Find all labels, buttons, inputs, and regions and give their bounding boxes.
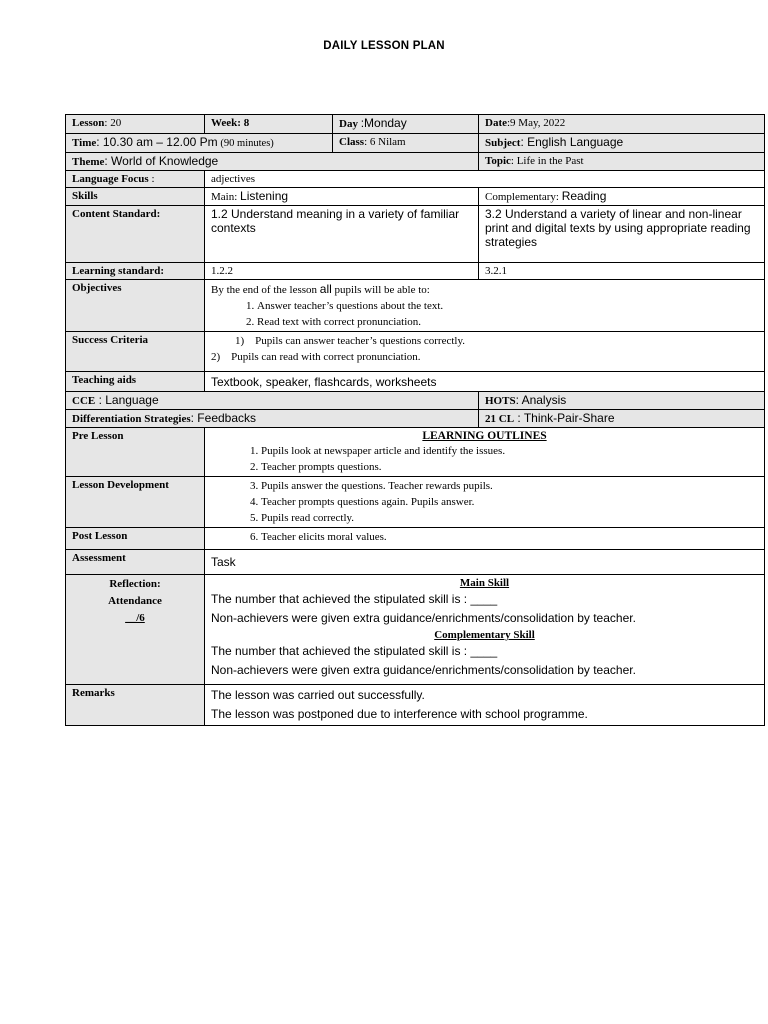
objectives-intro-b: pupils will be able to: bbox=[331, 284, 430, 296]
skills-comp-label: Complementary: bbox=[485, 191, 562, 203]
differentiation-cell bbox=[66, 410, 479, 428]
differentiation-value: : Feedbacks bbox=[190, 411, 257, 425]
remarks-label: Remarks bbox=[66, 685, 205, 726]
time-note: (90 minutes) bbox=[220, 138, 274, 149]
learning-standard-main: 1.2.2 bbox=[205, 263, 479, 280]
theme-value: : World of Knowledge bbox=[104, 154, 219, 168]
post-lesson-cell bbox=[205, 528, 765, 550]
lesson-development-list bbox=[211, 478, 758, 526]
day-label: Day bbox=[339, 118, 358, 130]
remarks-cell bbox=[205, 685, 765, 726]
reflection-label: Reflection: bbox=[109, 578, 161, 590]
subject-cell bbox=[479, 134, 765, 153]
objectives-list bbox=[211, 298, 758, 330]
objectives-cell bbox=[205, 280, 765, 332]
pre-lesson-label: Pre Lesson bbox=[66, 428, 205, 477]
row-pre-lesson bbox=[66, 428, 765, 477]
row-post-lesson bbox=[66, 528, 765, 550]
skills-label: Skills bbox=[66, 188, 205, 206]
cce-value: : Language bbox=[95, 393, 159, 407]
row-theme bbox=[66, 153, 765, 171]
assessment-value: Task bbox=[205, 550, 765, 575]
theme-cell bbox=[66, 153, 479, 171]
skills-comp-value: Reading bbox=[561, 189, 607, 203]
row-success-criteria bbox=[66, 332, 765, 372]
date-label: Date bbox=[485, 117, 507, 129]
topic-value: : Life in the Past bbox=[510, 155, 584, 167]
week-label: Week bbox=[211, 117, 238, 129]
row-cce-hots bbox=[66, 392, 765, 410]
row-teaching-aids bbox=[66, 372, 765, 392]
learning-outlines-heading: LEARNING OUTLINES bbox=[422, 430, 547, 442]
page-title: DAILY LESSON PLAN bbox=[323, 40, 445, 52]
complementary-skill-heading: Complementary Skill bbox=[434, 629, 535, 641]
reflection-line: The number that achieved the stipulated skill is : ____ bbox=[211, 644, 498, 658]
day-cell bbox=[333, 115, 479, 134]
objectives-label: Objectives bbox=[66, 280, 205, 332]
cce-cell bbox=[66, 392, 479, 410]
teaching-aids-label: Teaching aids bbox=[66, 372, 205, 392]
content-standard-label: Content Standard: bbox=[66, 206, 205, 263]
day-value: :Monday bbox=[360, 116, 407, 130]
week-value: : 8 bbox=[237, 117, 250, 129]
post-lesson-label: Post Lesson bbox=[66, 528, 205, 550]
lesson-cell bbox=[66, 115, 205, 134]
content-standard-comp: 3.2 Understand a variety of linear and non-linear print and digital texts by using appropriate reading strategies bbox=[479, 206, 765, 263]
time-label: Time bbox=[72, 137, 97, 149]
pre-lesson-cell bbox=[205, 428, 765, 477]
week-cell bbox=[205, 115, 333, 134]
row-lesson-development bbox=[66, 477, 765, 528]
success-criteria-label: Success Criteria bbox=[66, 332, 205, 372]
teaching-aids-value: Textbook, speaker, flashcards, worksheets bbox=[205, 372, 765, 392]
objectives-intro bbox=[211, 281, 758, 298]
post-lesson-list bbox=[211, 529, 758, 545]
skills-comp-cell bbox=[479, 188, 765, 206]
lesson-plan-table bbox=[65, 114, 765, 726]
class-value: : 6 Nilam bbox=[364, 136, 406, 148]
row-reflection bbox=[66, 575, 765, 685]
reflection-line: Non-achievers were given extra guidance/enrichments/consolidation by teacher. bbox=[211, 663, 636, 677]
date-value: :9 May, 2022 bbox=[507, 117, 566, 129]
main-skill-heading: Main Skill bbox=[459, 577, 510, 589]
hots-label: HOTS bbox=[485, 395, 516, 407]
cl21-value: : Think-Pair-Share bbox=[514, 411, 615, 425]
success-criteria-item: 1) Pupils can answer teacher’s questions correctly. bbox=[235, 335, 466, 347]
learning-standard-label: Learning standard: bbox=[66, 263, 205, 280]
row-remarks bbox=[66, 685, 765, 726]
objectives-intro-a: By the end of the lesson bbox=[211, 284, 320, 296]
skills-main-label: Main: bbox=[211, 191, 241, 203]
reflection-cell bbox=[205, 575, 765, 685]
row-differentiation bbox=[66, 410, 765, 428]
theme-label: Theme bbox=[72, 156, 105, 168]
row-skills bbox=[66, 188, 765, 206]
subject-value: : English Language bbox=[520, 135, 624, 149]
row-language-focus bbox=[66, 171, 765, 188]
topic-cell bbox=[479, 153, 765, 171]
attendance-label: Attendance bbox=[108, 595, 162, 607]
row-objectives bbox=[66, 280, 765, 332]
language-focus-sep: : bbox=[151, 173, 155, 185]
differentiation-label: Differentiation Strategies bbox=[72, 413, 191, 425]
pre-lesson-item: 2. Teacher prompts questions. bbox=[261, 459, 758, 475]
class-label: Class bbox=[339, 136, 365, 148]
skills-main-cell bbox=[205, 188, 479, 206]
lesson-development-item: 3. Pupils answer the questions. Teacher rewards pupils. bbox=[261, 478, 758, 494]
language-focus-label: Language Focus bbox=[72, 173, 149, 185]
lesson-value: : 20 bbox=[104, 117, 122, 129]
assessment-label: Assessment bbox=[66, 550, 205, 575]
remarks-line: The lesson was carried out successfully. bbox=[211, 688, 425, 702]
hots-cell bbox=[479, 392, 765, 410]
language-focus-value: adjectives bbox=[205, 171, 765, 188]
content-standard-main: 1.2 Understand meaning in a variety of familiar contexts bbox=[205, 206, 479, 263]
attendance-count: __/6 bbox=[125, 612, 145, 624]
objective-item: 2. Read text with correct pronunciation. bbox=[257, 314, 758, 330]
lesson-development-item: 4. Teacher prompts questions again. Pupils answer. bbox=[261, 494, 758, 510]
row-lesson-info bbox=[66, 115, 765, 134]
cl21-label: 21 CL bbox=[485, 413, 515, 425]
post-lesson-item: 6. Teacher elicits moral values. bbox=[261, 529, 758, 545]
reflection-label-cell bbox=[66, 575, 205, 685]
time-value: : 10.30 am – 12.00 Pm bbox=[96, 135, 218, 149]
reflection-line: The number that achieved the stipulated skill is : ____ bbox=[211, 592, 498, 606]
time-cell bbox=[66, 134, 333, 153]
success-criteria-item: 2) Pupils can read with correct pronunciation. bbox=[211, 351, 421, 363]
row-time-info bbox=[66, 134, 765, 153]
learning-standard-comp: 3.2.1 bbox=[479, 263, 765, 280]
row-content-standard bbox=[66, 206, 765, 263]
row-learning-standard bbox=[66, 263, 765, 280]
lesson-label: Lesson bbox=[72, 117, 105, 129]
cl21-cell bbox=[479, 410, 765, 428]
lesson-development-label: Lesson Development bbox=[66, 477, 205, 528]
objective-item: 1. Answer teacher’s questions about the text. bbox=[257, 298, 758, 314]
success-criteria-cell bbox=[205, 332, 765, 372]
hots-value: : Analysis bbox=[515, 393, 567, 407]
pre-lesson-item: 1. Pupils look at newspaper article and identify the issues. bbox=[261, 443, 758, 459]
cce-label: CCE bbox=[72, 395, 96, 407]
skills-main-value: Listening bbox=[240, 189, 289, 203]
remarks-line: The lesson was postponed due to interference with school programme. bbox=[211, 707, 588, 721]
topic-label: Topic bbox=[485, 155, 511, 167]
reflection-line: Non-achievers were given extra guidance/enrichments/consolidation by teacher. bbox=[211, 611, 636, 625]
date-cell bbox=[479, 115, 765, 134]
lesson-development-item: 5. Pupils read correctly. bbox=[261, 510, 758, 526]
class-cell bbox=[333, 134, 479, 153]
objectives-intro-bold: all bbox=[319, 282, 332, 296]
row-assessment bbox=[66, 550, 765, 575]
pre-lesson-list bbox=[211, 443, 758, 475]
lesson-development-cell bbox=[205, 477, 765, 528]
subject-label: Subject bbox=[485, 137, 521, 149]
language-focus-label-cell bbox=[66, 171, 205, 188]
